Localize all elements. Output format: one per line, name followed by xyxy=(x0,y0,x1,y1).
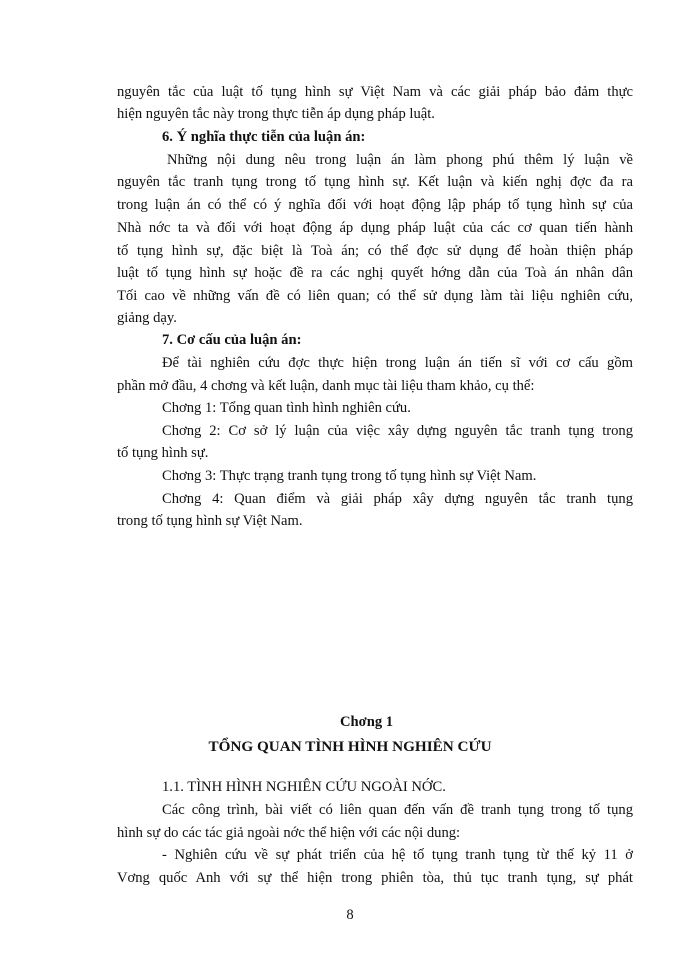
chapter-list-item: Chơng 1: Tổng quan tình hình nghiên cứu. xyxy=(162,400,411,416)
text-line: nguyên tắc của luật tố tụng hình sự Việt Nam và các giải pháp bảo đảm thực xyxy=(117,84,633,100)
chapter-title: TỔNG QUAN TÌNH HÌNH NGHIÊN CỨU xyxy=(208,738,492,755)
text-line: Những nội dung nêu trong luận án làm phong phú thêm lý luận về xyxy=(167,152,633,168)
text-line: hình sự do các tác giả ngoài nớc thể hiện với các nội dung: xyxy=(117,825,461,841)
text-line: luật tố tụng hình sự hoặc đề ra các nghị quyết hớng dẫn của Toà án nhân dân xyxy=(117,265,633,281)
text-line: tố tụng hình sự. xyxy=(117,445,209,461)
text-line: trong luận án có thể có ý nghĩa đối với hoạt động lập pháp tố tụng hình sự của xyxy=(117,197,633,213)
chapter-list-item: Chơng 4: Quan điểm và giải pháp xây dựng nguyên tắc tranh tụng xyxy=(162,491,633,507)
chapter-label: Chơng 1 xyxy=(340,714,394,730)
text-line: Để tài nghiên cứu đợc thực hiện trong luận án tiến sĩ với cơ cấu gồm xyxy=(162,355,633,371)
text-line: Tối cao về những vấn đề có liên quan; có thể sử dụng làm tài liệu nghiên cứu, xyxy=(117,288,633,304)
text-line: hiện nguyên tắc này trong thực tiễn áp dụng pháp luật. xyxy=(117,106,435,122)
text-line: phần mở đầu, 4 chơng và kết luận, danh mục tài liệu tham khảo, cụ thể: xyxy=(117,378,535,394)
chapter-list-item: Chơng 3: Thực trạng tranh tụng trong tố tụng hình sự Việt Nam. xyxy=(162,468,537,484)
page-number: 8 xyxy=(346,907,354,923)
text-line: tố tụng hình sự, đặc biệt là Toà án; có thể đợc sử dụng để hoàn thiện pháp xyxy=(117,243,633,259)
text-line: Vơng quốc Anh với sự thể hiện trong phiên tòa, thủ tục tranh tụng, sự phát xyxy=(117,870,633,886)
chapter-list-item: Chơng 2: Cơ sở lý luận của việc xây dựng nguyên tắc tranh tụng trong xyxy=(162,423,633,439)
text-line: Nhà nớc ta và đối với hoạt động áp dụng pháp luật của các cơ quan tiến hành xyxy=(117,220,633,236)
subsection-heading: 1.1. TÌNH HÌNH NGHIÊN CỨU NGOÀI NỚC. xyxy=(162,779,446,795)
text-line: trong tố tụng hình sự Việt Nam. xyxy=(117,513,303,529)
text-line: - Nghiên cứu về sự phát triển của hệ tố tụng tranh tụng từ thế kỷ 11 ở xyxy=(162,847,633,863)
text-line: giảng dạy. xyxy=(117,310,177,326)
text-line: Các công trình, bài viết có liên quan đến vấn đề tranh tụng trong tố tụng xyxy=(162,802,633,818)
section-heading: 6. Ý nghĩa thực tiễn của luận án: xyxy=(162,129,366,145)
text-line: nguyên tắc tranh tụng trong tố tụng hình sự. Kết luận và kiến nghị đợc đa ra xyxy=(117,174,633,190)
section-heading: 7. Cơ cấu của luận án: xyxy=(162,332,302,348)
